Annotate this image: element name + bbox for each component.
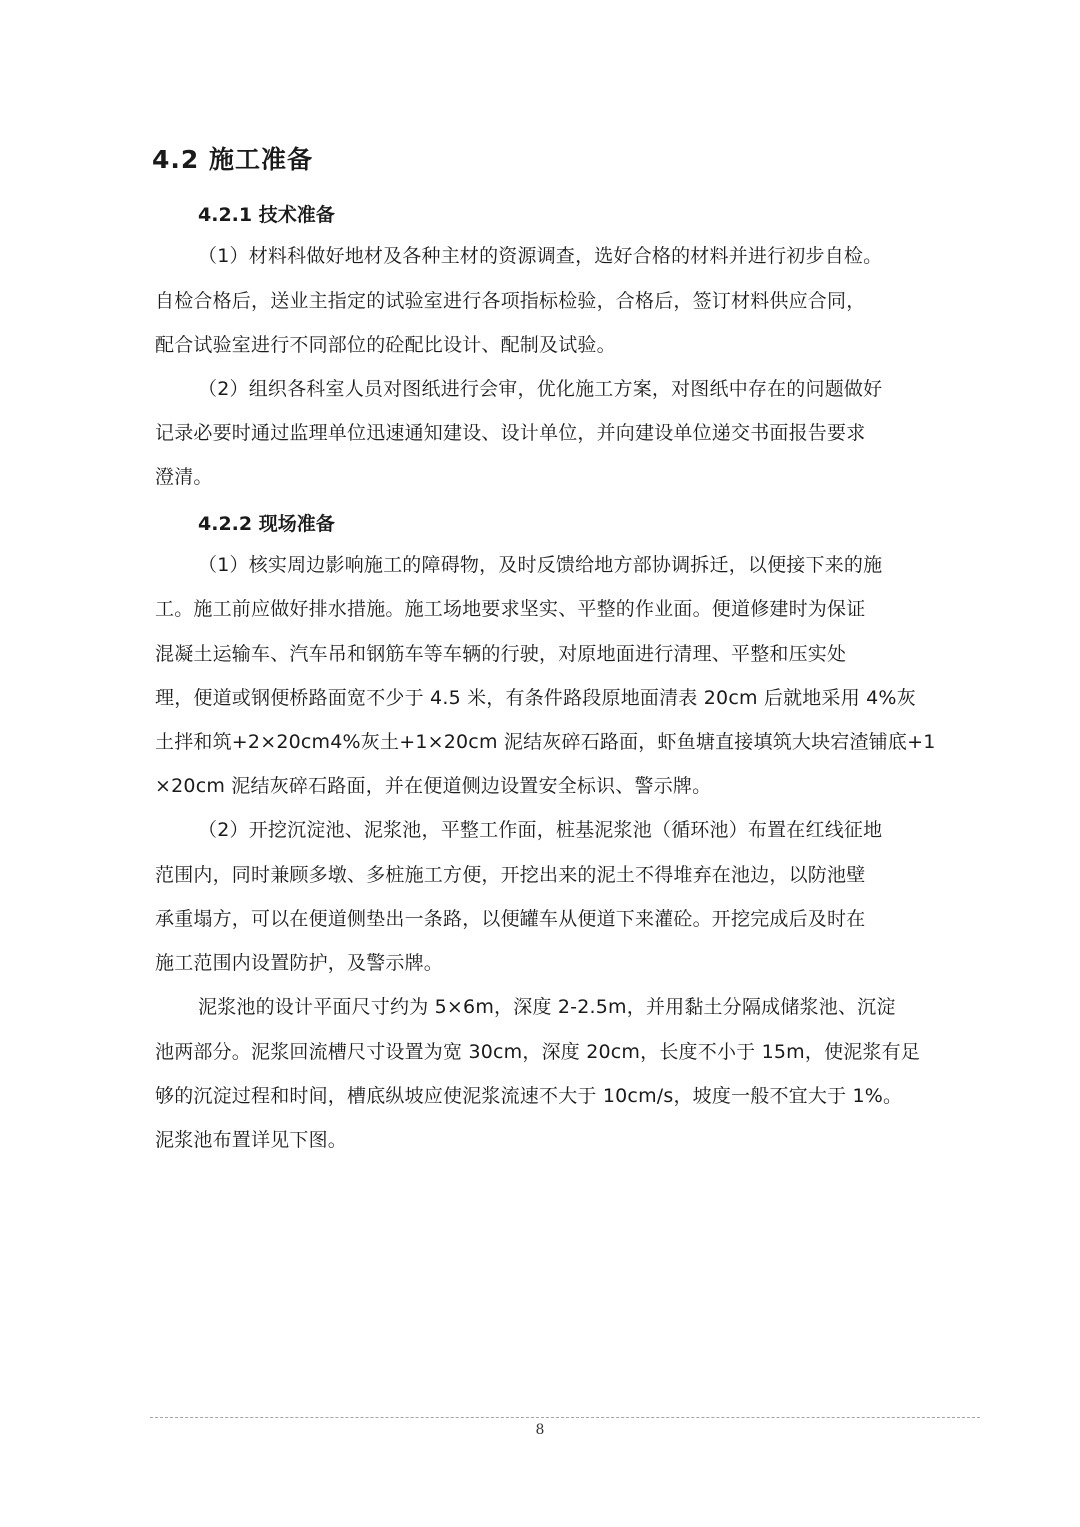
paragraph-line: 记录必要时通过监理单位迅速通知建设、设计单位，并向建设单位递交书面报告要求 <box>155 422 866 444</box>
paragraph-line: （2）开挖沉淀池、泥浆池，平整工作面，桩基泥浆池（循环池）布置在红线征地 <box>198 819 883 841</box>
paragraph-line: 范围内，同时兼顾多墩、多桩施工方便，开挖出来的泥土不得堆弃在池边，以防池壁 <box>155 864 866 886</box>
paragraph-line: 够的沉淀过程和时间，槽底纵坡应使泥浆流速不大于 10cm/s，坡度一般不宜大于 1%。 <box>155 1085 903 1107</box>
paragraph-line: （1）材料科做好地材及各种主材的资源调查，选好合格的材料并进行初步自检。 <box>198 245 883 267</box>
paragraph-line: 池两部分。泥浆回流槽尺寸设置为宽 30cm，深度 20cm，长度不小于 15m，使泥浆有足 <box>155 1041 921 1063</box>
subsection-heading-site: 4.2.2 现场准备 <box>198 513 335 535</box>
paragraph-line: 土拌和筑+2×20cm4%灰土+1×20cm 泥结灰碎石路面，虾鱼塘直接填筑大块宕渣铺底+1 <box>155 731 936 753</box>
paragraph-line: 澄清。 <box>155 466 213 488</box>
paragraph-line: 泥浆池布置详见下图。 <box>155 1129 348 1151</box>
paragraph-line: 自检合格后，送业主指定的试验室进行各项指标检验，合格后，签订材料供应合同， <box>155 290 866 312</box>
paragraph-line: 混凝土运输车、汽车吊和钢筋车等车辆的行驶，对原地面进行清理、平整和压实处 <box>155 643 847 665</box>
paragraph-line: 泥浆池的设计平面尺寸约为 5×6m，深度 2-2.5m，并用黏土分隔成储浆池、沉淀 <box>198 996 896 1018</box>
paragraph-line: ×20cm 泥结灰碎石路面，并在便道侧边设置安全标识、警示牌。 <box>155 775 712 797</box>
paragraph-line: （1）核实周边影响施工的障碍物，及时反馈给地方部协调拆迁，以便接下来的施 <box>198 554 883 576</box>
paragraph-line: （2）组织各科室人员对图纸进行会审，优化施工方案，对图纸中存在的问题做好 <box>198 378 883 400</box>
paragraph-line: 工。施工前应做好排水措施。施工场地要求坚实、平整的作业面。便道修建时为保证 <box>155 598 866 620</box>
page-number: 8 <box>535 1422 545 1438</box>
footer-divider <box>150 1417 980 1418</box>
paragraph-line: 承重塌方，可以在便道侧垫出一条路，以便罐车从便道下来灌砼。开挖完成后及时在 <box>155 908 866 930</box>
paragraph-line: 理，便道或钢便桥路面宽不少于 4.5 米，有条件路段原地面清表 20cm 后就地采用 4%灰 <box>155 687 916 709</box>
paragraph-line: 施工范围内设置防护，及警示牌。 <box>155 952 444 974</box>
subsection-heading-technical: 4.2.1 技术准备 <box>198 204 335 226</box>
paragraph-line: 配合试验室进行不同部位的砼配比设计、配制及试验。 <box>155 334 616 356</box>
section-heading: 4.2 施工准备 <box>152 145 313 174</box>
